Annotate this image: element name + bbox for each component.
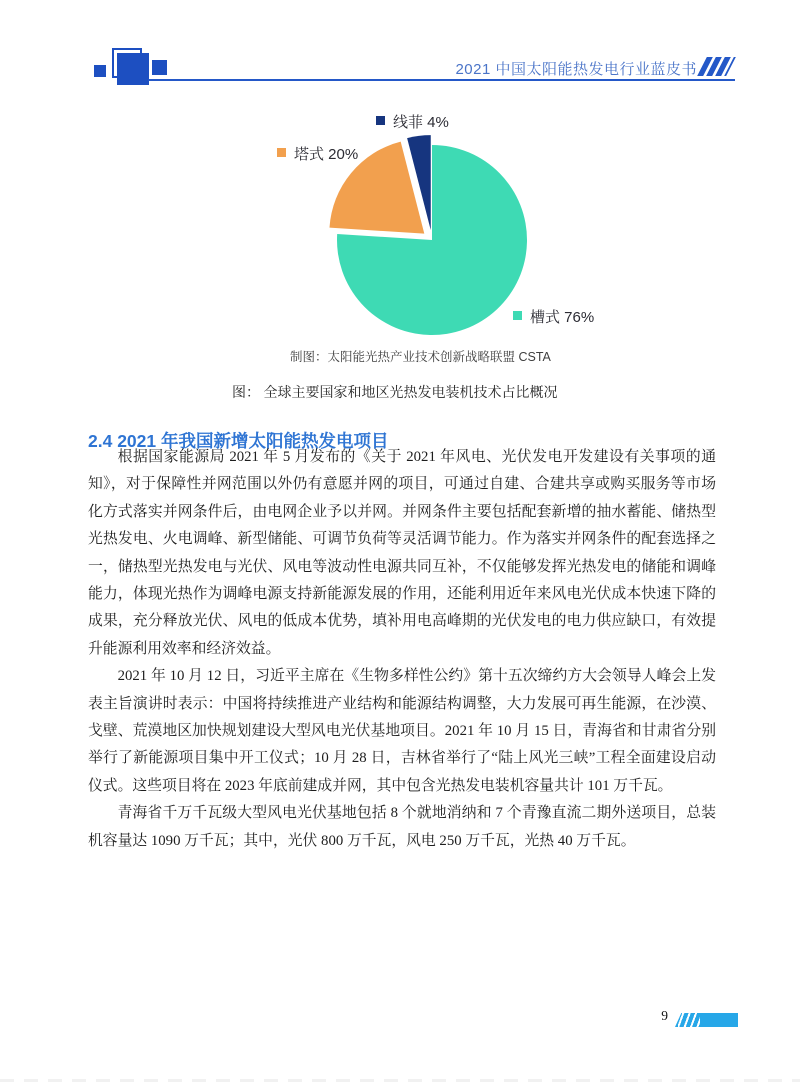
legend-label-trough: 槽式 76% [530,309,595,326]
legend-item-trough [513,306,594,327]
next-page-edge-hint [0,1079,800,1082]
legend-item-tower [277,143,358,164]
header-divider [148,79,735,81]
legend-swatch-trough [513,311,522,320]
paragraph-1: 根据国家能源局 2021 年 5 月发布的《关于 2021 年风电、光伏发电开发建设有关事项的通知》，对于保障性并网范围以外仍有意愿并网的项目，可通过自建、合建共享或购买服务等市场化方式落实并网条件后，由电网企业予以并网。并网条件主要包括配套新增的抽水蓄能、储热型光热发电、火电调峰、新型储能、可调节负荷等灵活调节能力。作为落实并网条件的配套选择之一，储热型光热发电与光伏、风电等波动性电源共同互补，不仅能够发挥光热发电的储能和调峰能力，体现光热作为调峰电源支持新能源发展的作用，还能利用近年来风电光伏成本快速下降的成果，充分释放光伏、风电的低成本优势，填补用电高峰期的光伏发电的电力供应缺口，有效提升能源利用效率和经济效益。 [88,449,716,657]
diagonal-stripes-icon [702,57,742,77]
legend-swatch-fresnel [376,116,385,125]
legend-label-tower: 塔式 20% [294,146,359,163]
paragraph-3: 青海省千万千瓦级大型风电光伏基地包括 8 个就地消纳和 7 个青豫直流二期外送项目，总装机容量达 1090 万千瓦；其中，光伏 800 万千瓦，风电 250 万千瓦，光热 40 万千瓦。 [88,805,716,849]
legend-label-fresnel: 线菲 4% [393,114,449,131]
footer-bar [675,1013,738,1027]
legend-item-fresnel [376,111,449,132]
paragraph-2: 2021 年 10 月 12 日，习近平主席在《生物多样性公约》第十五次缔约方大会领导人峰会上发表主旨演讲时表示：中国将持续推进产业结构和能源结构调整，大力发展可再生能源，在沙漠、戈壁、荒漠地区加快规划建设大型风电光伏基地项目。2021 年 10 月 15 日，青海省和甘肃省分别举行了新能源项目集中开工仪式；10 月 28 日，吉林省举行了“陆上风光三峡”工程全面建设启动仪式。这些项目将在 2023 年底前建成并网，其中包含光热发电装机容量共计 101 万千瓦。 [88,668,716,794]
running-header-title: 2021 中国太阳能热发电行业蓝皮书 [455,61,697,78]
footer-bar-stripes [678,1013,700,1027]
chart-source-note: 制图：太阳能光热产业技术创新战略联盟 CSTA [290,350,551,364]
section-heading: 2.4 2021 年我国新增太阳能热发电项目 [88,430,389,451]
legend-swatch-tower [277,148,286,157]
figure-caption: 图： 全球主要国家和地区光热发电装机技术占比概况 [232,386,558,401]
body-text [88,444,716,855]
page-number: 9 [661,1008,668,1023]
